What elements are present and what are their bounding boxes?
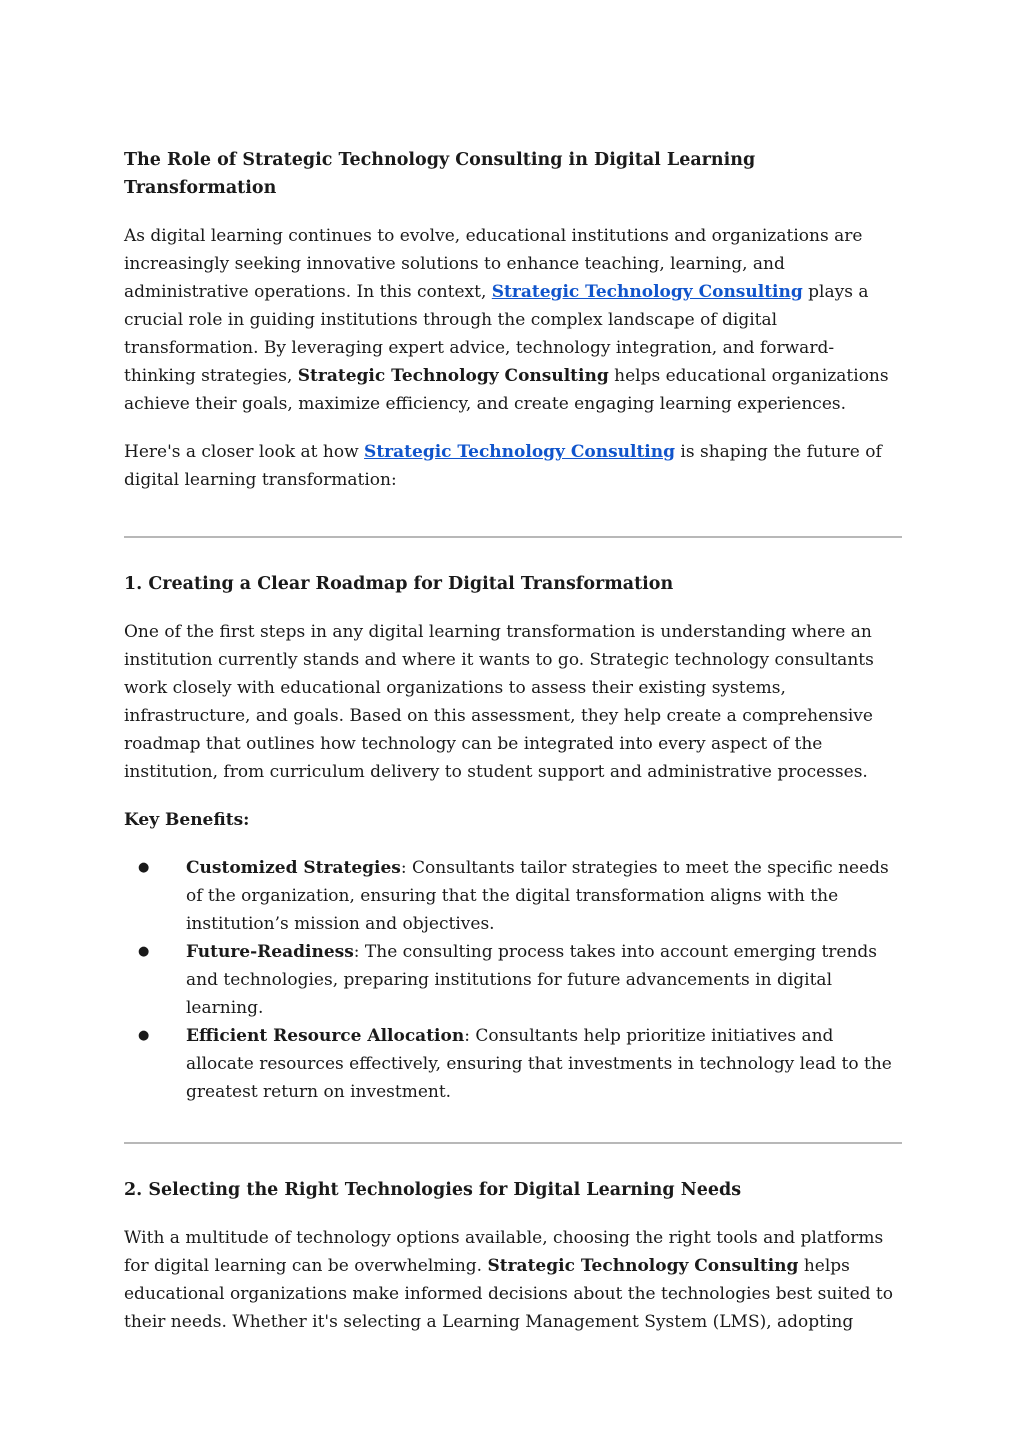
benefit-term: Efficient Resource Allocation [186,1026,465,1046]
section-2-text-a: With a multitude of technology options available, choosing the right tools and platforms for digital learning can be overwhelming. [124,1228,884,1276]
list-item [124,938,902,1022]
bullet-icon: ● [138,1028,150,1043]
strategic-technology-consulting-link-2[interactable]: Strategic Technology Consulting [364,442,676,462]
section-2-heading: 2. Selecting the Right Technologies for Digital Learning Needs [124,1180,742,1200]
intro-text-1c: helps educational organizations achieve their goals, maximize efficiency, and create engaging learning experiences. [124,366,889,414]
intro-bold-term: Strategic Technology Consulting [297,366,609,386]
document-page [124,146,902,1356]
list-item [124,854,902,938]
intro-text-2a: Here's a closer look at how [124,442,365,462]
intro-paragraph-1 [124,222,902,418]
strategic-technology-consulting-link-1[interactable]: Strategic Technology Consulting [491,282,803,302]
section-1-heading: 1. Creating a Clear Roadmap for Digital Transformation [124,574,674,594]
intro-text-2b: is shaping the future of digital learning transformation: [124,442,882,490]
list-item [124,1022,902,1106]
intro-text-1b: plays a crucial role in guiding institutions through the complex landscape of digital transformation. By leveraging expert advice, technology integration, and forward-thinking strategies, [124,282,869,386]
document-title: The Role of Strategic Technology Consulting in Digital Learning Transformation [124,150,756,198]
section-1-body: One of the first steps in any digital learning transformation is understanding where an institution currently stands and where it wants to go. Strategic technology consultants work closely with educational organizations to assess their existing systems, infrastructure, and goals. Based on this assessment, they help create a comprehensive roadmap that outlines how technology can be integrated into every aspect of the institution, from curriculum delivery to student support and administrative processes. [124,622,874,782]
benefit-text: : The consulting process takes into account emerging trends and technologies, preparing institutions for future advancements in digital learning. [186,942,878,1018]
benefit-term: Customized Strategies [186,858,401,878]
bullet-icon: ● [138,860,150,875]
benefit-text: : Consultants help prioritize initiatives and allocate resources effectively, ensuring that investments in technology lead to the greatest return on investment. [186,1026,892,1102]
section-divider-2 [124,1142,902,1144]
section-2-bold-term: Strategic Technology Consulting [487,1256,799,1276]
benefits-list [124,854,902,1106]
benefit-text: : Consultants tailor strategies to meet the specific needs of the organization, ensuring that the digital transformation aligns with the institution’s mission and objectives. [186,858,889,934]
section-2-body [124,1224,902,1336]
key-benefits-label: Key Benefits: [124,810,250,830]
benefit-term: Future-Readiness [186,942,354,962]
section-2-text-b: helps educational organizations make informed decisions about the technologies best suited to their needs. Whether it's selecting a Learning Management System (LMS), adopting [124,1256,893,1332]
intro-paragraph-2 [124,438,902,494]
section-divider-1 [124,536,902,538]
bullet-icon: ● [138,944,150,959]
intro-text-1a: As digital learning continues to evolve, educational institutions and organizations are increasingly seeking innovative solutions to enhance teaching, learning, and administrative operations. In this context, [124,226,863,302]
